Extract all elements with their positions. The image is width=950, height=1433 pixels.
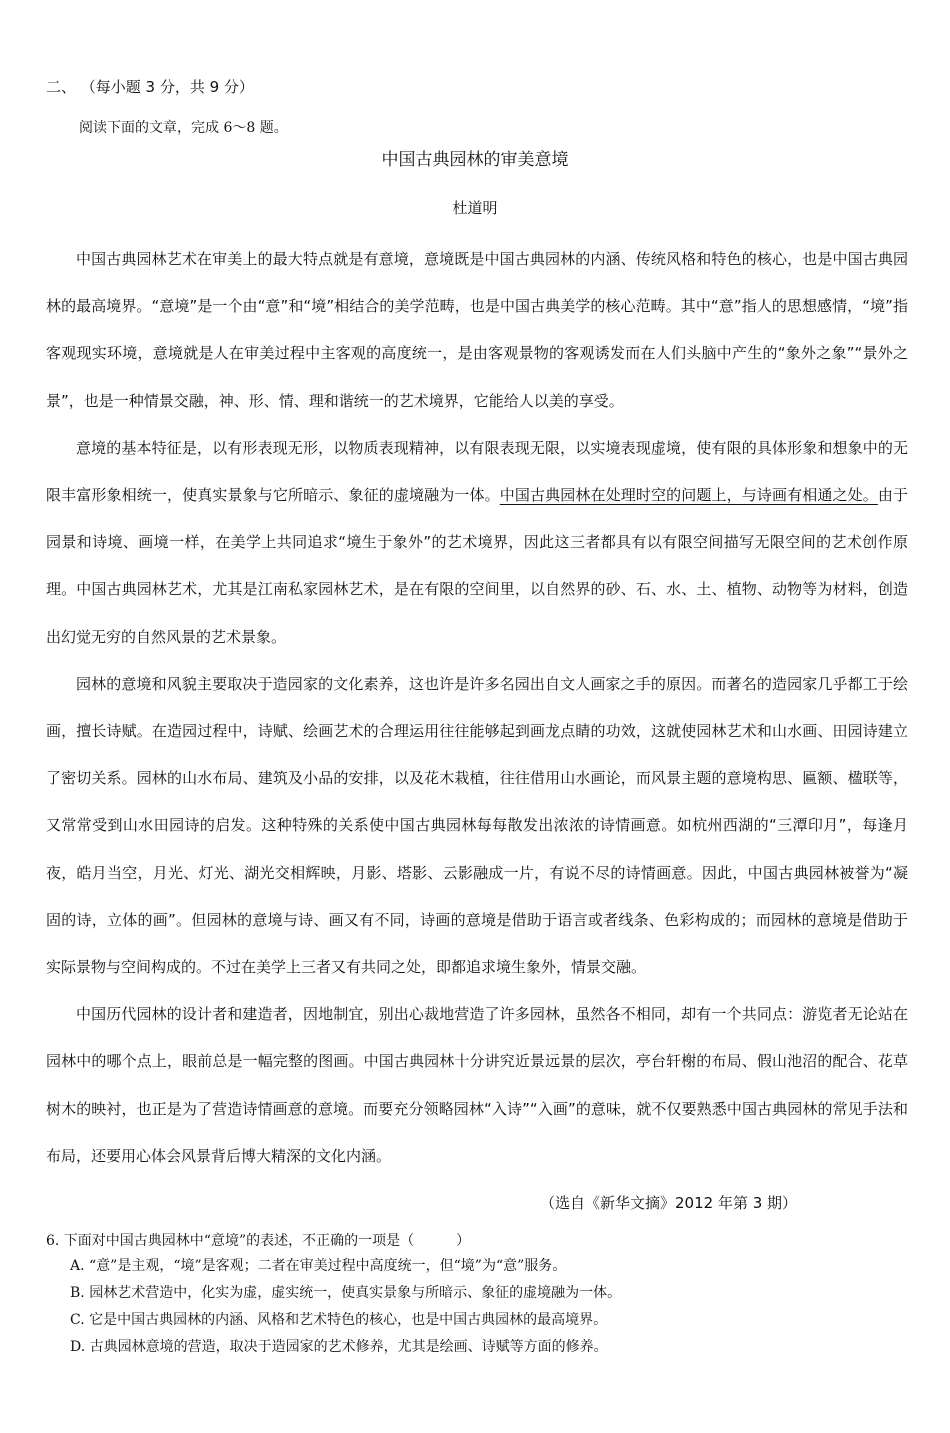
underlined-sentence: 中国古典园林在处理时空的问题上，与诗画有相通之处。 (499, 486, 878, 505)
paragraph-2-text-before: 意境的基本特征是，以有形表现无形，以物质表现精神，以有限表现无限，以实境表现虚境，使有限的具体形象和想象中的无限丰富形象相统一，使真实景象与它所暗示、象征的虚境融为一体。 (46, 438, 908, 505)
paragraph-4: 中国历代园林的设计者和建造者，因地制宜，别出心裁地营造了许多园林，虽然各不相同，却有一个共同点：游览者无论站在园林中的哪个点上，眼前总是一幅完整的图画。中国古典园林十分讲究近景远景的层次，亭台轩榭的布局、假山池沼的配合、花草树木的映衬，也正是为了营造诗情画意的意境。而要充分领略园林“入诗”“入画”的意味，就不仅要熟悉中国古典园林的常见手法和布局，还要用心体会风景背后博大精深的文化内涵。 (46, 1005, 908, 1165)
option-b: B. 园林艺术营造中，化实为虚，虚实统一，使真实景象与所暗示、象征的虚境融为一体。 (70, 1285, 622, 1301)
reading-instruction: 阅读下面的文章，完成 6～8 题。 (79, 120, 288, 136)
paragraph-2 (46, 425, 908, 661)
article-source: （选自《新华文摘》2012 年第 3 期） (540, 1194, 798, 1212)
question-stem: 6. 下面对中国古典园林中“意境”的表述，不正确的一项是（ ） (46, 1233, 471, 1249)
article-author: 杜道明 (452, 199, 498, 217)
article-title: 中国古典园林的审美意境 (381, 150, 569, 170)
option-c: C. 它是中国古典园林的内涵、风格和艺术特色的核心，也是中国古典园林的最高境界。 (70, 1312, 608, 1328)
question-6 (46, 1229, 926, 1361)
article-body (46, 236, 908, 1180)
paragraph-1: 中国古典园林艺术在审美上的最大特点就是有意境，意境既是中国古典园林的内涵、传统风格和特色的核心，也是中国古典园林的最高境界。“意境”是一个由“意”和“境”相结合的美学范畴，也是中国古典美学的核心范畴。其中“意”指人的思想感情，“境”指客观现实环境，意境就是人在审美过程中主客观的高度统一，是由客观景物的客观诱发而在人们头脑中产生的“象外之象”“景外之景”，也是一种情景交融，神、形、情、理和谐统一的艺术境界，它能给人以美的享受。 (46, 250, 908, 410)
paragraph-2-text-after: 由于园景和诗境、画境一样，在美学上共同追求“境生于象外”的艺术境界，因此这三者都具有以有限空间描写无限空间的艺术创作原理。中国古典园林艺术，尤其是江南私家园林艺术，是在有限的空间里，以自然界的砂、石、水、土、植物、动物等为材料，创造出幻觉无穷的自然风景的艺术景象。 (46, 486, 908, 646)
option-d: D. 古典园林意境的营造，取决于造园家的艺术修养，尤其是绘画、诗赋等方面的修养。 (70, 1339, 608, 1355)
paragraph-3: 园林的意境和风貌主要取决于造园家的文化素养，这也许是许多名园出自文人画家之手的原因。而著名的造园家几乎都工于绘画，擅长诗赋。在造园过程中，诗赋、绘画艺术的合理运用往往能够起到画龙点睛的功效，这就使园林艺术和山水画、田园诗建立了密切关系。园林的山水布局、建筑及小品的安排，以及花木栽植，往往借用山水画论，而风景主题的意境构思、匾额、楹联等，又常常受到山水田园诗的启发。这种特殊的关系使中国古典园林每每散发出浓浓的诗情画意。如杭州西湖的“三潭印月”，每逢月夜，皓月当空，月光、灯光、湖光交相辉映，月影、塔影、云影融成一片，有说不尽的诗情画意。因此，中国古典园林被誉为“凝固的诗，立体的画”。但园林的意境与诗、画又有不同，诗画的意境是借助于语言或者线条、色彩构成的；而园林的意境是借助于实际景物与空间构成的。不过在美学上三者又有共同之处，即都追求境生象外，情景交融。 (46, 674, 908, 977)
option-a: A. “意”是主观，“境”是客观；二者在审美过程中高度统一，但“境”为“意”服务。 (70, 1258, 567, 1274)
section-heading: 二、 （每小题 3 分，共 9 分） (46, 78, 254, 96)
